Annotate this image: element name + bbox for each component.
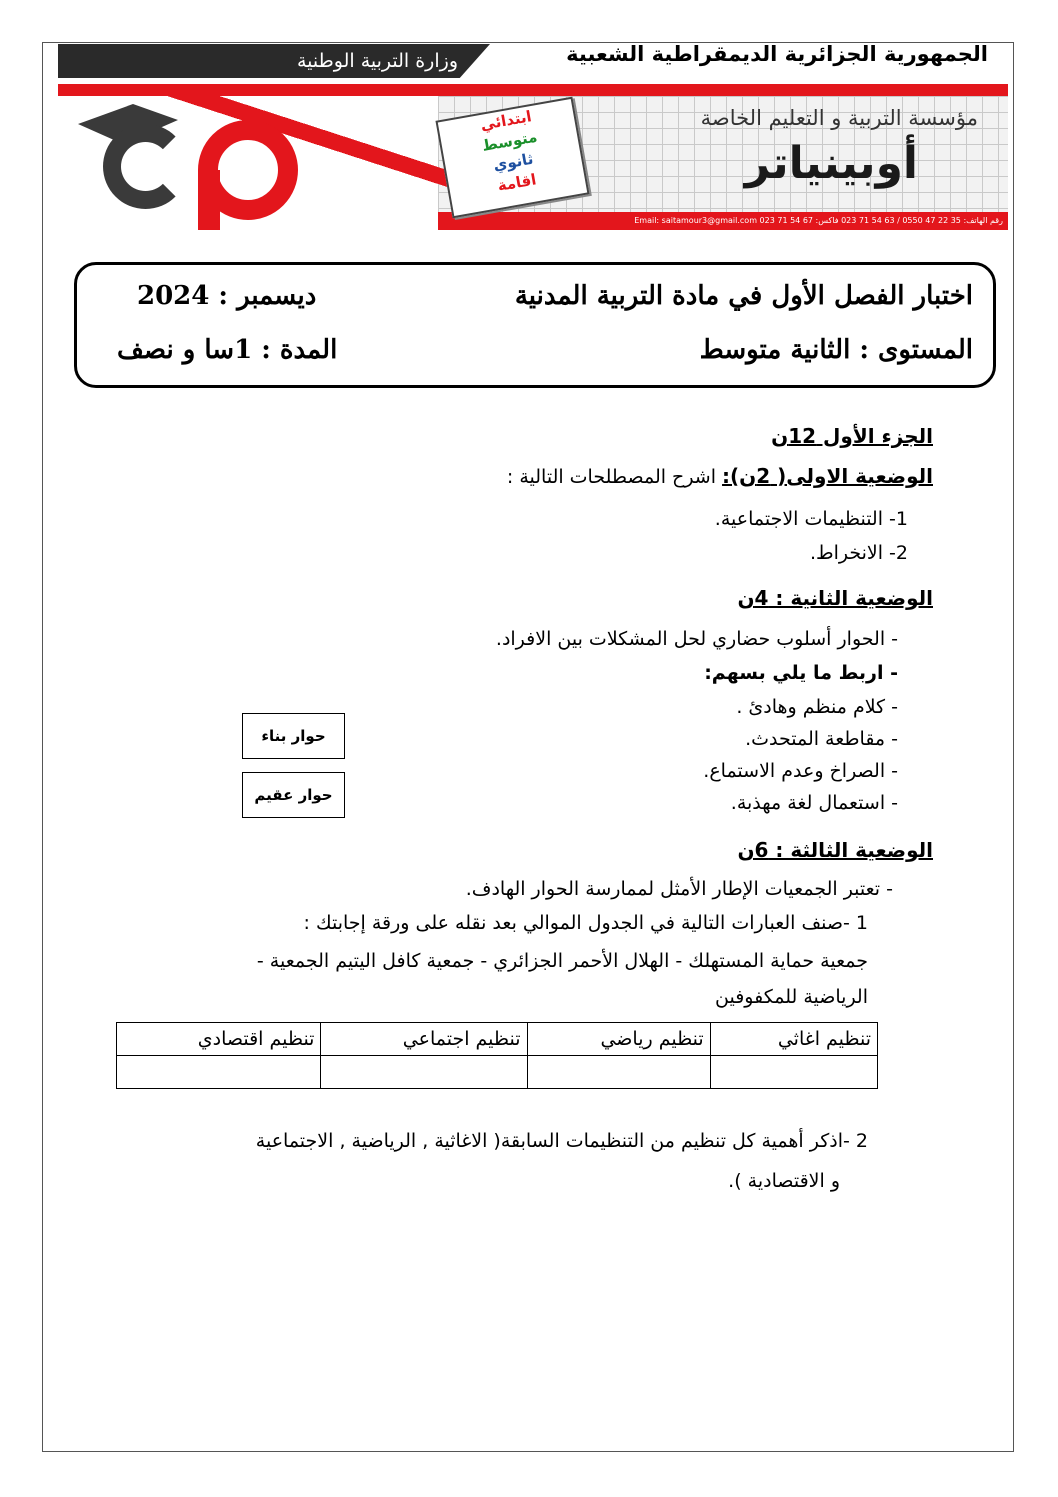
table-header-cell: تنظيم رياضي — [527, 1023, 710, 1056]
situation3-list-line-1: جمعية حماية المستهلك - الهلال الأحمر الجزائري - جمعية كافل اليتيم الجمعية - — [256, 950, 868, 972]
table-cell — [321, 1056, 527, 1089]
table-header-cell: تنظيم اجتماعي — [321, 1023, 527, 1056]
situation2-item-4: - مقاطعة المتحدث. — [745, 728, 898, 750]
contact-info: رقم الهاتف: 35 22 47 0550 / 63 54 71 023 فاكس: 67 54 71 023 Email: saitamour3@gmail.com — [634, 216, 1003, 225]
logo-p-stem — [198, 170, 220, 230]
table-cell — [527, 1056, 710, 1089]
level-secondary: ثانوي — [491, 149, 535, 175]
table-header-cell: تنظيم اغاثي — [710, 1023, 877, 1056]
situation2-item-3: - كلام منظم وهادئ . — [736, 696, 898, 718]
situation1-item-2: 2- الانخراط. — [809, 542, 908, 564]
situation2-item-2: - اربط ما يلي بسهم: — [704, 662, 898, 684]
classification-table — [116, 1022, 878, 1089]
level-middle: متوسط — [480, 127, 539, 155]
brand-name: أوبينياتر — [744, 138, 918, 189]
choice-constructive-dialogue: حوار بناء — [242, 713, 345, 759]
situation1-item-1: 1- التنظيمات الاجتماعية. — [714, 508, 908, 530]
situation3-question-1: 1 -صنف العبارات التالية في الجدول الموالي بعد نقله على ورقة إجابتك : — [303, 912, 868, 934]
level-residence: اقامة — [496, 170, 538, 195]
situation3-heading: الوضعية الثالثة : 6ن — [737, 838, 933, 862]
situation3-intro: - تعتبر الجمعيات الإطار الأمثل لممارسة الحوار الهادف. — [465, 878, 893, 900]
exam-level: المستوى : الثانية متوسط — [699, 335, 973, 365]
logo-o-icon — [103, 124, 188, 209]
situation3-list-line-2: الرياضية للمكفوفين — [715, 986, 868, 1008]
choice-futile-dialogue: حوار عقيم — [242, 772, 345, 818]
situation2-heading: الوضعية الثانية : 4ن — [737, 586, 933, 610]
exam-info-box — [74, 262, 996, 388]
level-primary: ابتدائي — [479, 107, 533, 134]
table-header-cell: تنظيم اقتصادي — [117, 1023, 321, 1056]
exam-title: اختبار الفصل الأول في مادة التربية المدنية — [514, 281, 973, 311]
part1-heading: الجزء الأول 12ن — [771, 424, 933, 448]
situation1-prompt: اشرح المصطلحات التالية : — [506, 466, 723, 488]
exam-date: ديسمبر : 2024 — [137, 281, 317, 311]
situation2-item-6: - استعمال لغة مهذبة. — [730, 792, 898, 814]
situation2-item-5: - الصراخ وعدم الاستماع. — [703, 760, 898, 782]
situation1-heading: الوضعية الاولى( 2ن): — [722, 464, 933, 488]
table-cell — [117, 1056, 321, 1089]
institution-banner — [58, 84, 1008, 230]
republic-name: الجمهورية الجزائرية الديمقراطية الشعبية — [566, 42, 988, 66]
situation3-question-2-line-1: 2 -اذكر أهمية كل تنظيم من التنظيمات السابقة( الاغاثية , الرياضية , الاجتماعية — [255, 1130, 868, 1152]
institution-name: مؤسسة التربية و التعليم الخاصة — [700, 106, 978, 130]
exam-duration: المدة : 1سا و نصف — [117, 335, 338, 365]
table-header-row — [117, 1023, 878, 1056]
situation1-line — [507, 464, 933, 488]
ministry-name: وزارة التربية الوطنية — [297, 50, 458, 72]
table-row — [117, 1056, 878, 1089]
situation3-question-2-line-2: و الاقتصادية ). — [728, 1170, 840, 1192]
situation2-item-1: - الحوار أسلوب حضاري لحل المشكلات بين الافراد. — [495, 628, 898, 650]
table-cell — [710, 1056, 877, 1089]
